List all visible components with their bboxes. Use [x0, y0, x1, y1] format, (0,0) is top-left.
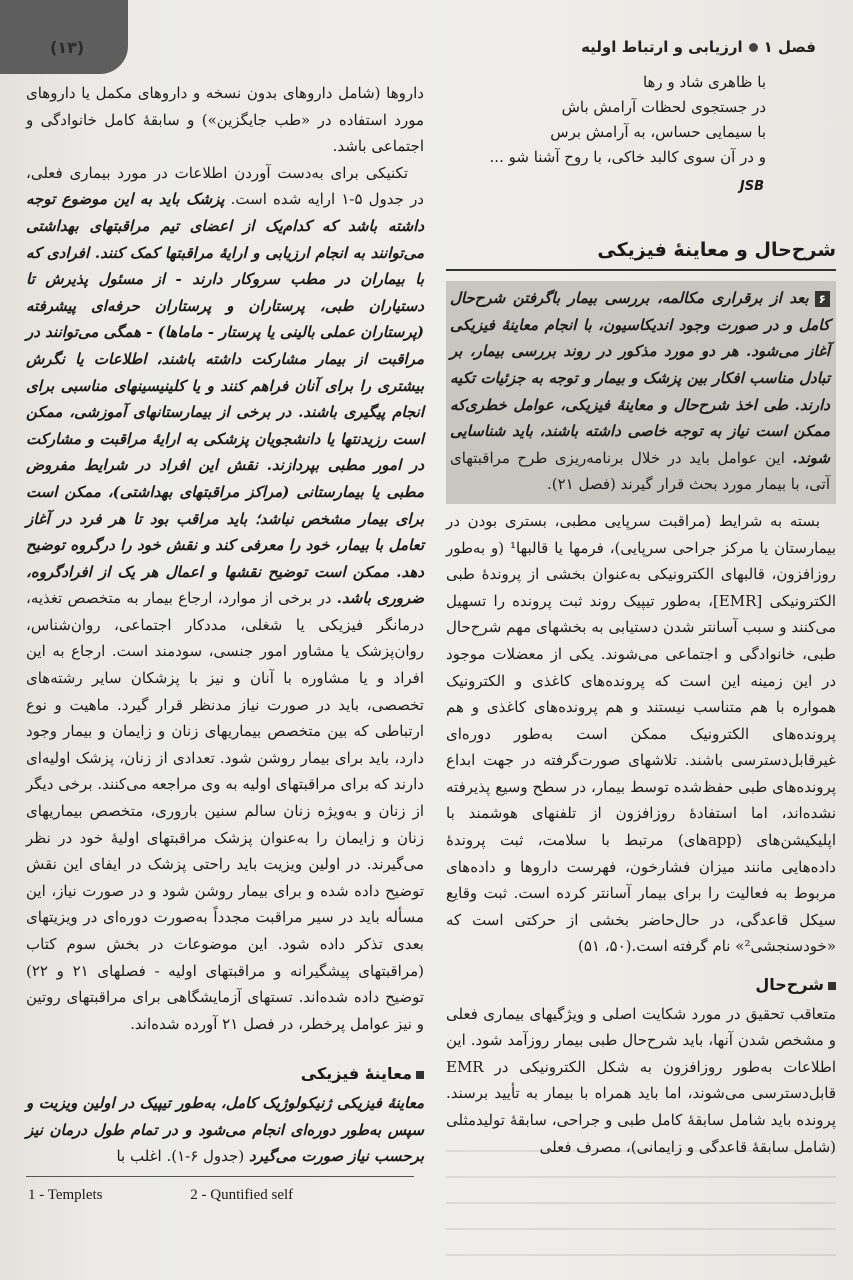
right-column: [446, 70, 836, 1160]
emphasized-text: معاینهٔ فیزیکی ژنیکولوژیک کامل، به‌طور تیپیک در اولین ویزیت و سپس به‌طور دوره‌ای انجام می‌شود و در تمام طول درمان نیز برحسب نیاز صورت می‌گیرد: [26, 1093, 424, 1166]
poem-line: با ظاهری شاد و رها: [642, 73, 766, 91]
square-bullet-icon: [828, 982, 836, 990]
box-tail: این عوامل باید در خلال برنامه‌ریزی طرح مراقبتهای آتی، با بیمار مورد بحث قرار گیرند (فصل ۲۱).: [450, 448, 830, 494]
paragraph: متعاقب تحقیق در مورد شکایت اصلی و ویژگیهای بیماری فعلی و مشخص شدن آنها، باید شرح‌حال طبی بیمار روزآمد شود. این اطلاعات به‌طور روزافزون به شکل الکترونیکی در EMR قابل‌دسترسی می‌شوند، اما باید همراه با بیمار به تأیید برسند. پرونده باید شامل سابقهٔ کامل طبی و جراحی، سابقهٔ تولیدمثلی (شامل سابقهٔ قاعدگی و زایمانی)، مصرف فعلی: [446, 1004, 836, 1156]
poem-line: با سیمایی حساس، به آرامش برس: [550, 123, 766, 141]
box-number: ۶: [815, 291, 830, 307]
poem-signature: JSB: [739, 179, 764, 194]
exam-heading: [26, 1061, 424, 1088]
footnote-1: 1 - Templets: [28, 1187, 103, 1203]
running-header: [26, 34, 816, 64]
section-title: شرح‌حال و معاینهٔ فیزیکی: [446, 237, 836, 272]
exam-title: معاینهٔ فیزیکی: [300, 1064, 412, 1084]
paragraph: داروها (شامل داروهای بدون نسخه و داروهای مکمل یا داروهای مورد استفاده در «طب جایگزین») و سابقهٔ کامل خانوادگی و اجتماعی باشد.: [26, 84, 424, 156]
chapter-title: ارزیابی و ارتباط اولیه: [581, 38, 743, 56]
emphasized-text: پزشک باید به این موضوع توجه داشته باشد که کدام‌یک از اعضای تیم مراقبتهای بهداشتی می‌توانند به انجام ارزیابی و ارایهٔ مراقبتها کمک کنند. افرادی که با بیماران در مطب سروکار دارند - از مسئول پذیرش تا دستیاران طبی، پرستاران و پرستاران حرفه‌ای پیشرفته (پرستاران عملی بالینی یا پرستار - ماماها) - همگی می‌توانند در مراقبت از بیمار مشارکت داشته باشند، اطلاعات یا نگرش بیشتری را برای آنان فراهم کنند و یا کلینیسینهای مناسبی برای انجام پیگیری باشند. در برخی از بیمارستانهای آموزشی، ممکن است رزیدنتها یا دانشجویان پزشکی به ارایهٔ مراقبت و مشارکت در امور مطبی بپردازند. نقش این افراد در شرایط مفروض مطبی یا بیمارستانی (مراکز مراقبتهای بهداشتی)، ممکن است برای بیمار مشخص نباشد؛ باید مراقب بود تا هر فرد در آغاز تعامل با بیمار، خود را معرفی کند و نقش خود را درگروه توضیح دهد. ممکن است توضیح نقشها و اعمال هر یک از افرادگروه، ضروری باشد.: [26, 190, 424, 608]
chapter-heading: [581, 38, 816, 56]
history-heading: [446, 972, 836, 999]
paragraph-text: (جدول ۶-۱). اغلب با: [116, 1147, 245, 1166]
square-bullet-icon: [416, 1071, 424, 1079]
box-text: بعد از برقراری مکالمه، بررسی بیمار با‌گرفتن شرح‌حال کامل و در صورت وجود اندیکاسیون، با انجام معاینهٔ فیزیکی آغاز می‌شود. هر دو مورد مذکور در روند بررسی بیمار، بر تبادل مناسب افکار بین پزشک و بیمار و توجه به جزئیات تکیه دارند. طی اخذ شرح‌حال و معاینهٔ فیزیکی، عوامل خطری‌که ممکن است نیاز به توجه خاصی داشته باشند، باید شناسایی شوند.: [450, 289, 830, 467]
bullet-icon: [749, 43, 758, 52]
highlight-box: [446, 281, 836, 504]
epigraph-poem: [446, 70, 766, 170]
footnote-2: 2 - Quntified self: [190, 1187, 294, 1203]
left-column: [26, 80, 424, 1170]
poem-line: در جستجوی لحظات آرامش باش: [561, 98, 766, 116]
chapter-label: فصل ۱: [763, 38, 816, 56]
paragraph: [26, 160, 424, 1038]
paragraph: بسته به شرایط (مراقبت سرپایی مطبی، بستری بودن در بیمارستان یا مرکز جراحی سرپایی)، فرمها یا قالبها¹ (و به‌طور روزافزون، قالبهای الکترونیکی به‌عنوان بخشی از پروندهٔ طبی الکترونیکی [EMR]، به‌طور تیپیک روند ثبت پرونده را تسهیل می‌کنند و سبب آسانتر شدن دستیابی به بخشهای مهم شرح‌حال طبی، خانوادگی و اجتماعی می‌شوند. یکی از معضلات موجود در این زمینه این است که پرونده‌های کاغذی و الکترونیک همواره با هم متناسب نیستند و هم پرونده‌های کاغذی و هم پرونده‌های الکترونیک ممکن است به‌طور دوره‌ای غیرقابل‌دسترسی باشند. تلاشهای صورت‌گرفته در جهت ابداع پرونده‌های طبی حفظ‌شده توسط بیمار، در سطح وسیع پذیرفته نشده‌اند، اما استفادهٔ روزافزون از تلفنهای هوشمند با اپلیکیشن‌های (appهای) مرتبط با سلامت، ثبت پروندهٔ داده‌هایی مانند میزان فشارخون، فهرست داروها و داده‌های مربوط به فعالیت را برای بیمار آسانتر کرده است. ثبت وقایع سیکل قاعدگی، در حال‌حاضر بخشی از حرکتی است که «خودسنجشی²» نام گرفته است.(۵۰، ۵۱): [446, 511, 837, 956]
paragraph-text: تکنیکی برای به‌دست آوردن اطلاعات در مورد بیماری فعلی، در جدول ۵-۱ ارایه شده است.: [26, 163, 424, 209]
page-number: (۱۳): [50, 38, 85, 57]
poem-line: و در آن سوی کالبد خاکی، با روح آشنا شو ...: [489, 148, 766, 166]
paragraph-text: در برخی از موارد، ارجاع بیمار به متخصص تغذیه، درمانگر فیزیکی یا شغلی، مددکار اجتماعی، روان‌شناس، روان‌پزشک یا مشاور امور جنسی، سودمند است. ارجاع به این افراد و یا مشاوره با آنان و نیز با پزشکان سایر رشته‌های تخصصی، باید در صورت نیاز مدنظر قرار گیرد. ماهیت و نوع ارتباطی که بین متخصص بیماریهای زنان و زایمان و بیمار وجود دارد، باید برای بیمار روشن شود. تعدادی از زنان، پزشک اولیه‌ای دارند که برای مراقبتهای اولیه به وی مراجعه می‌کنند. برخی دیگر از زنان و به‌ویژه زنان سالم سنین باروری، متخصص بیماریهای زنان و زایمان را به‌عنوان پزشک مراقبتهای اولیهٔ خود در نظر می‌گیرند. در اولین ویزیت باید راحتی پزشک در ایفای این نقش توضیح داده شده و برای بیمار روشن شود و در صورت نیاز، این مسأله باید در سیر مراقبت مجدداً به‌صورت دوره‌ای در ویزیتهای بعدی تذکر داده شود. این موضوعات در بخش سوم کتاب (مراقبتهای پیشگیرانه و مراقبتهای اولیه - فصلهای ۲۱ و ۲۲) توضیح داده شده‌اند. تستهای آزمایشگاهی برای مراقبتهای روتین و نیز عوامل پرخطر، در فصل ۲۱ آورده شده‌اند.: [26, 589, 425, 1033]
bleed-through-texture: [446, 1150, 836, 1280]
footnotes: [26, 1176, 414, 1204]
paragraph: [26, 1090, 424, 1170]
history-title: شرح‌حال: [755, 975, 824, 995]
